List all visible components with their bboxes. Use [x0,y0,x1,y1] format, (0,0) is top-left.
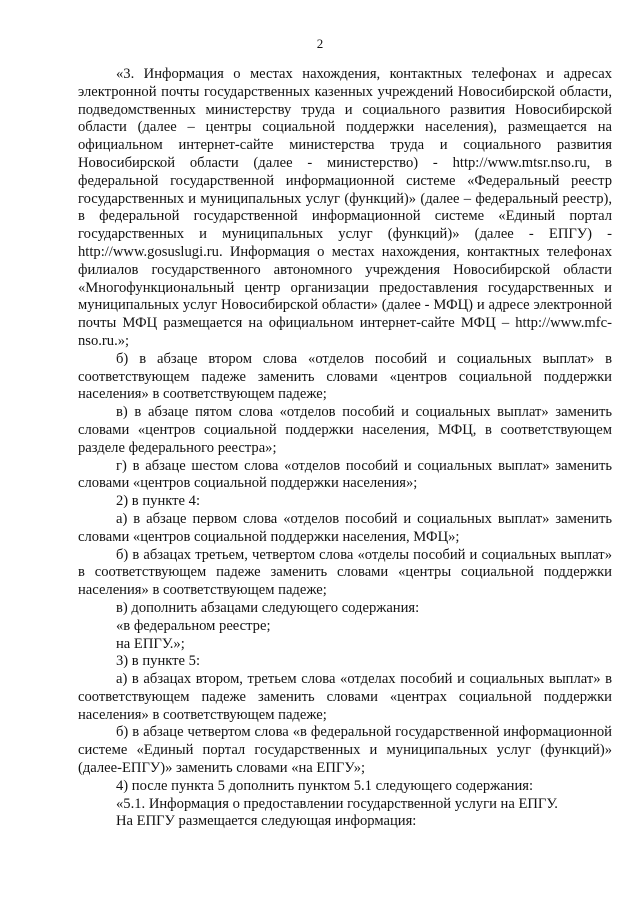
paragraph-point-4: 4) после пункта 5 дополнить пунктом 5.1 следующего содержания: [116,777,534,794]
paragraph-subitem-v-fifth: в) в абзаце пятом слова «отделов пособий и социальных выплат» заменить словами «центров социальной поддержки населения, МФЦ, в соответствующем разделе федерального реестра»; [78,404,612,456]
paragraph-point-2-v: в) дополнить абзацами следующего содержания: [116,599,420,616]
paragraph-subitem-b-second: б) в абзаце втором слова «отделов пособий и социальных выплат» в соответствующем падеже заменить словами «центров социальной поддержки населения» в соответствующем падеже; [78,350,612,403]
paragraph-item-3: «3. Информация о местах нахождения, контактных телефонах и адресах электронной почты государственных казенных учреждений Новосибирской области, подведомственных министерству труда и социального развития Новосибирской области (далее – центры социальной поддержки населения), размещается на официальном интернет-сайте министерства труда и социального развития Новосибирской области (далее - министерство) - http://www.mtsr.nso.ru, в федеральной государственной информационной системе «Федеральный реестр государственных и муниципальных услуг (функций)» (далее – федеральный реестр), в федеральной государственной информационной системе «Единый портал государственных и муниципальных услуг (функций)» (далее - ЕПГУ) - http://www.gosuslugi.ru. Информация о местах нахождения, контактных телефонах филиалов государственного автономного учреждения Новосибирской области «Многофункциональный центр организации предоставления государственных и муниципальных услуг Новосибирской области» (далее - МФЦ) и адресе электронной почты МФЦ размещается на официальном интернет-сайте МФЦ – http://www.mfc-nso.ru.»; [78,66,612,349]
paragraph-point-2: 2) в пункте 4: [116,493,201,510]
paragraph-point-2-b: б) в абзацах третьем, четвертом слова «отделы пособий и социальных выплат» в соответствующем падеже заменить словами «центры социальной поддержки населения» в соответствующем падеже; [78,546,612,599]
paragraph-quote-epgu: на ЕПГУ.»; [116,635,185,652]
paragraph-item-5-1: «5.1. Информация о предоставлении государственной услуги на ЕПГУ. [116,795,558,812]
page-number: 2 [316,36,324,51]
paragraph-point-3-a: а) в абзацах втором, третьем слова «отделах пособий и социальных выплат» в соответствующем падеже заменить словами «центрах социальной поддержки населения» в соответствующем падеже; [78,671,612,723]
paragraph-epgu-info: На ЕПГУ размещается следующая информация: [116,813,417,830]
document-body [78,66,612,831]
paragraph-quote-federal-registry: «в федеральном реестре; [116,617,271,634]
paragraph-subitem-g-sixth: г) в абзаце шестом слова «отделов пособий и социальных выплат» заменить словами «центров социальной поддержки населения»; [78,457,612,492]
paragraph-point-2-a: а) в абзаце первом слова «отделов пособий и социальных выплат» заменить словами «центров социальной поддержки населения, МФЦ»; [78,510,612,545]
paragraph-point-3-b: б) в абзаце четвертом слова «в федеральной государственной информационной системе «Единый портал государственных и муниципальных услуг (функций)» (далее-ЕПГУ)» заменить словами «на ЕПГУ»; [78,724,612,777]
paragraph-point-3: 3) в пункте 5: [116,653,201,670]
